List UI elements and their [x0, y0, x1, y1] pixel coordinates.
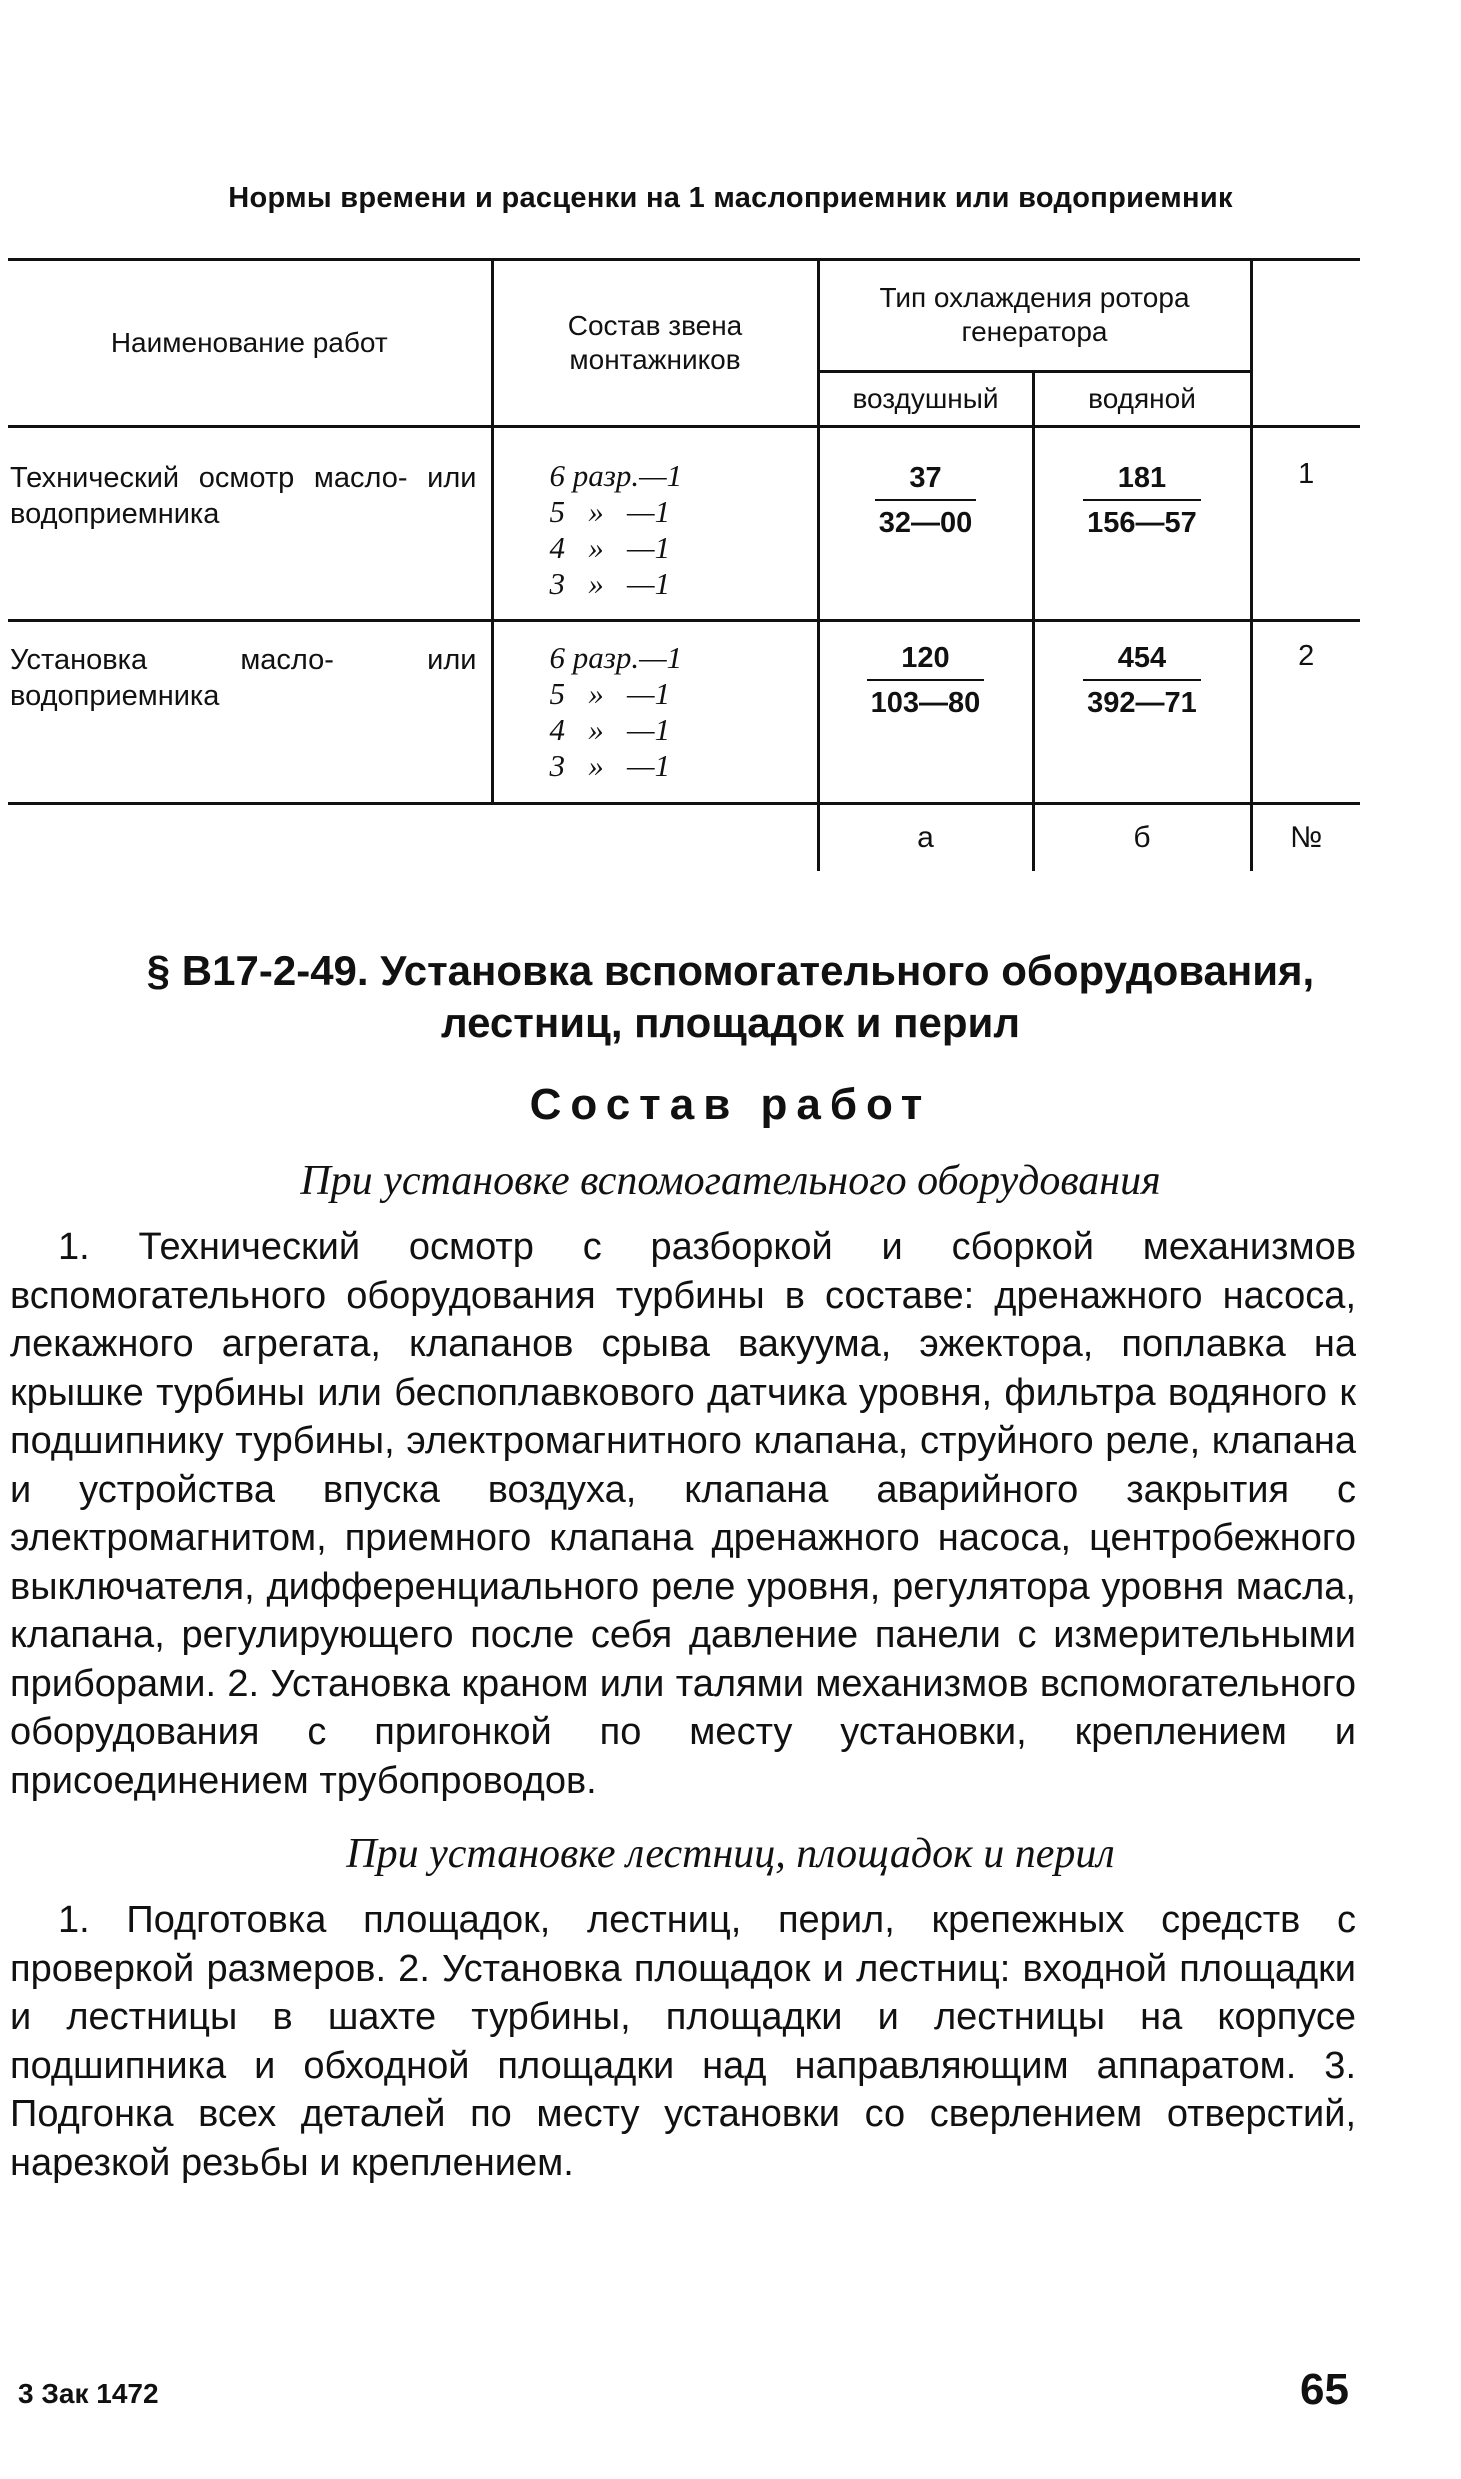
crew-line: 5 » —1 [549, 494, 671, 529]
crew-line: 3 » —1 [549, 748, 671, 783]
table-footer-row [8, 804, 1360, 872]
header-number [1251, 260, 1360, 427]
paragraph-stairs: 1. Подготовка площадок, лестниц, перил, крепежных средств с проверкой размеров. 2. Установка площадок и лестниц: входной площадки и лестницы в шахте турбины, площадки и лестницы на корпусе подшипника и обходной площадки над направляющим аппаратом. 3. Подгонка всех деталей по месту установки со сверлением отверстий, нарезкой резьбы и креплением. [10, 1899, 1356, 2184]
crew-line: 6 разр.—1 [549, 458, 683, 493]
norm-value: 181 [1083, 462, 1201, 501]
norm-value: 454 [1083, 642, 1201, 681]
crew-line: 3 » —1 [549, 566, 671, 601]
header-cooling-type: Тип охлаждения ротора генератора [818, 260, 1251, 372]
table-caption: Нормы времени и расценки на 1 маслоприемник или водоприемник [228, 182, 1233, 214]
row-water-value [1033, 427, 1251, 621]
row-number: 2 [1251, 621, 1360, 804]
footer-col-b: б [1033, 804, 1251, 872]
footer-col-a: а [818, 804, 1033, 872]
row-work-name: Установка масло- или водоприемника [8, 621, 492, 804]
crew-line: 4 » —1 [549, 712, 671, 747]
row-crew [492, 621, 818, 804]
norm-value: 37 [875, 462, 977, 501]
crew-line: 5 » —1 [549, 676, 671, 711]
row-air-value [818, 427, 1033, 621]
footer-col-number: № [1290, 821, 1323, 854]
footer-empty [492, 804, 818, 872]
row-crew [492, 427, 818, 621]
header-work-name: Наименование работ [8, 260, 492, 427]
row-water-value [1033, 621, 1251, 804]
section-title-line: лестниц, площадок и перил [440, 999, 1021, 1046]
row-air-value [818, 621, 1033, 804]
norms-table [8, 258, 1360, 871]
subsection-heading: При установке лестниц, площадок и перил [346, 1831, 1115, 1877]
rate-value: 392—71 [1087, 687, 1197, 719]
rate-value: 32—00 [878, 507, 973, 539]
work-composition-heading: Состав работ [529, 1080, 932, 1129]
table-row [8, 427, 1360, 621]
header-air: воздушный [818, 371, 1033, 426]
subsection-heading: При установке вспомогательного оборудования [300, 1158, 1161, 1204]
crew-line: 4 » —1 [549, 530, 671, 565]
row-work-name: Технический осмотр масло- или водоприемника [8, 427, 492, 621]
rate-value: 156—57 [1087, 507, 1197, 539]
section-title-line: § В17-2-49. Установка вспомогательного оборудования, [146, 947, 1315, 994]
section-title [0, 945, 1461, 1049]
norm-value: 120 [867, 642, 985, 681]
paragraph-equipment: 1. Технический осмотр с разборкой и сборкой механизмов вспомогательного оборудования турбины в составе: дренажного насоса, лекажного агрегата, клапанов срыва вакуума, эжектора, поплавка на крышке турбины или беспоплавкового датчика уровня, фильтра водяного к подшипнику турбины, электромагнитного клапана, струйного реле, клапана и устройства впуска воздуха, клапана аварийного закрытия с электромагнитом, приемного клапана дренажного насоса, центробежного выключателя, дифференциального реле уровня, регулятора уровня масла, клапана, регулирующего после себя давление панели с измерительными приборами. 2. Установка краном или талями механизмов вспомогательного оборудования с пригонкой по месту установки, креплением и присоединением трубопроводов. [10, 1226, 1356, 1802]
order-number: 3 Зак 1472 [18, 2378, 159, 2409]
row-number: 1 [1251, 427, 1360, 621]
header-crew: Состав звена монтажников [492, 260, 818, 427]
page-number: 65 [1300, 2365, 1349, 2414]
footer-empty [8, 804, 492, 872]
table-row [8, 621, 1360, 804]
crew-line: 6 разр.—1 [549, 640, 683, 675]
rate-value: 103—80 [870, 687, 981, 719]
header-water: водяной [1033, 371, 1251, 426]
